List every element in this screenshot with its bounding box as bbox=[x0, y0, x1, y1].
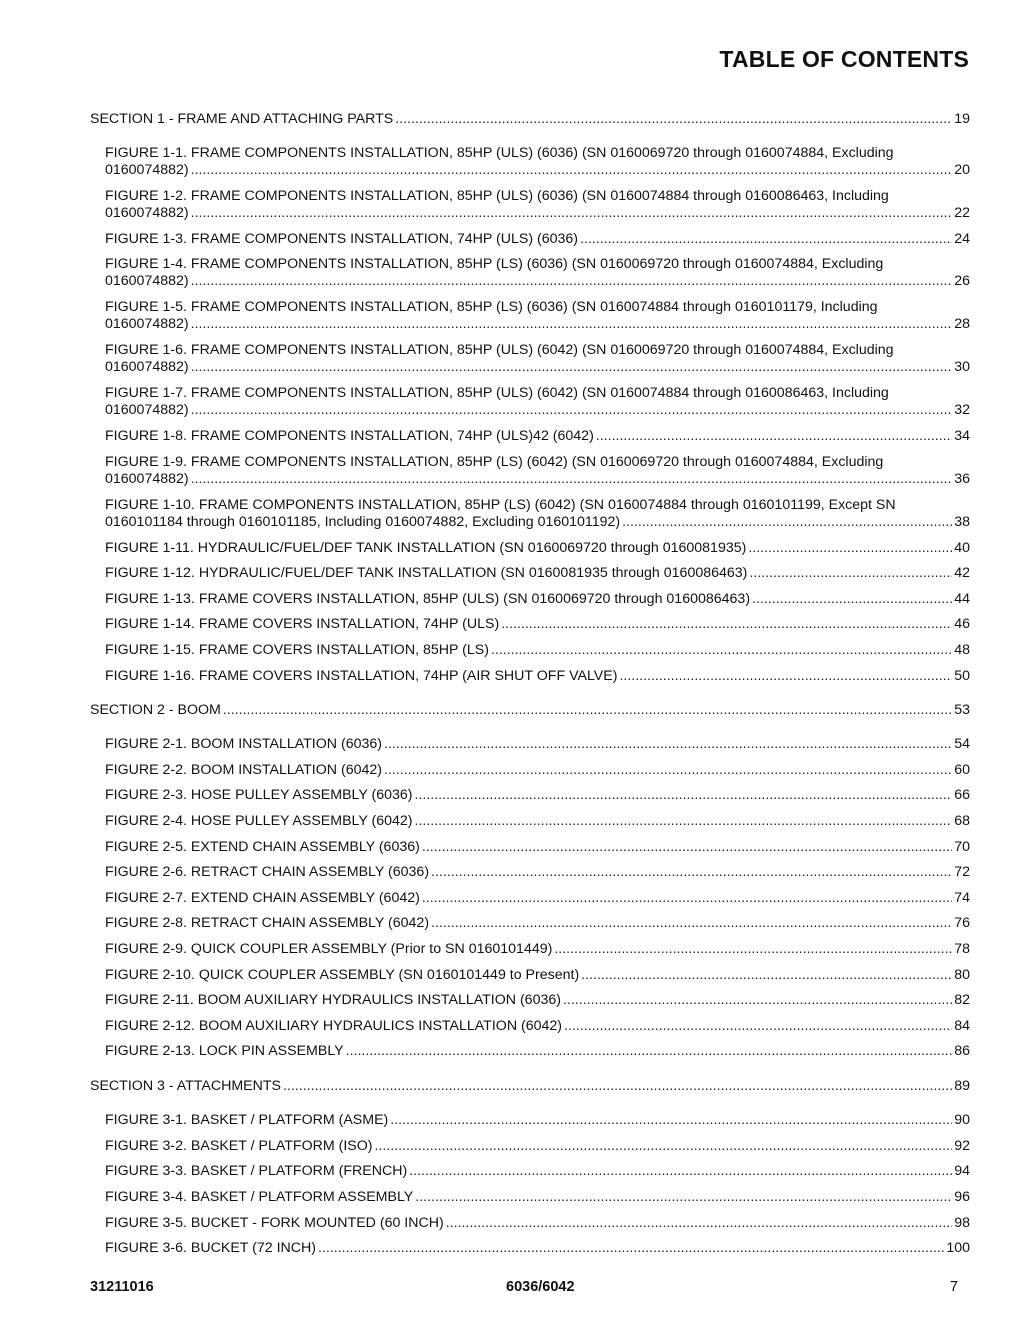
toc-entry-row bbox=[105, 231, 970, 248]
toc-entry-title: FIGURE 2-7. EXTEND CHAIN ASSEMBLY (6042) bbox=[105, 890, 420, 906]
toc-figure-entry[interactable] bbox=[105, 967, 970, 984]
toc-figure-entry[interactable] bbox=[105, 1138, 970, 1155]
toc-entry-page-number: 74 bbox=[954, 890, 970, 906]
toc-figure-entry[interactable] bbox=[105, 1189, 970, 1206]
toc-entry-page-number: 46 bbox=[954, 616, 970, 632]
toc-entry-row bbox=[105, 967, 970, 984]
toc-entry-page-number: 68 bbox=[954, 813, 970, 829]
dot-leader bbox=[446, 1215, 953, 1232]
dot-leader bbox=[563, 992, 952, 1009]
toc-entry-row bbox=[105, 915, 970, 932]
toc-entry-page-number: 36 bbox=[954, 471, 970, 487]
toc-entry-title-line: FIGURE 1-7. FRAME COMPONENTS INSTALLATION, 85HP (ULS) (6042) (SN 0160074884 through 0160086463, Including bbox=[105, 385, 889, 401]
toc-entry-title: FIGURE 2-1. BOOM INSTALLATION (6036) bbox=[105, 736, 382, 752]
footer-model: 6036/6042 bbox=[506, 1279, 575, 1295]
toc-figure-entry[interactable] bbox=[105, 454, 970, 488]
toc-entry-title: 0160074882) bbox=[105, 273, 189, 289]
dot-leader bbox=[749, 565, 952, 582]
toc-entry-page-number: 24 bbox=[954, 231, 970, 247]
toc-entry-page-number: 54 bbox=[954, 736, 970, 752]
toc-figure-entry[interactable] bbox=[105, 145, 970, 179]
toc-entry-title: 0160074882) bbox=[105, 205, 189, 221]
toc-figure-entry[interactable] bbox=[105, 915, 970, 932]
toc-entry-page-number: 34 bbox=[954, 428, 970, 444]
dot-leader bbox=[431, 864, 952, 881]
toc-entry-title: 0160074882) bbox=[105, 162, 189, 178]
toc-entry-row bbox=[105, 273, 970, 290]
dot-leader bbox=[384, 762, 952, 779]
toc-entry-title-line: FIGURE 1-6. FRAME COMPONENTS INSTALLATION, 85HP (ULS) (6042) (SN 0160069720 through 0160074884, Excluding bbox=[105, 342, 894, 358]
dot-leader bbox=[596, 428, 952, 445]
toc-entry-title-line: FIGURE 1-1. FRAME COMPONENTS INSTALLATION, 85HP (ULS) (6036) (SN 0160069720 through 0160074884, Excluding bbox=[105, 145, 894, 161]
toc-figure-entry[interactable] bbox=[105, 256, 970, 290]
dot-leader bbox=[564, 1018, 952, 1035]
toc-figure-entry[interactable] bbox=[105, 1215, 970, 1232]
dot-leader bbox=[191, 402, 953, 419]
toc-entry-page-number: 84 bbox=[954, 1018, 970, 1034]
toc-figure-entry[interactable] bbox=[105, 642, 970, 659]
toc-entry-page-number: 82 bbox=[954, 992, 970, 1008]
toc-entry-row bbox=[105, 736, 970, 753]
toc-entry-page-number: 30 bbox=[954, 359, 970, 375]
toc-entry-row bbox=[90, 111, 970, 128]
toc-entry-title: FIGURE 1-8. FRAME COMPONENTS INSTALLATION, 74HP (ULS)42 (6042) bbox=[105, 428, 594, 444]
toc-entry-title-line: FIGURE 1-4. FRAME COMPONENTS INSTALLATION, 85HP (LS) (6036) (SN 0160069720 through 0160074884, Excluding bbox=[105, 256, 884, 272]
toc-entry-page-number: 72 bbox=[954, 864, 970, 880]
toc-figure-entry[interactable] bbox=[105, 385, 970, 419]
toc-entry-page-number: 89 bbox=[954, 1078, 970, 1094]
toc-entry-page-number: 50 bbox=[954, 668, 970, 684]
toc-entry-title: FIGURE 2-4. HOSE PULLEY ASSEMBLY (6042) bbox=[105, 813, 413, 829]
toc-entry-title-line: FIGURE 1-9. FRAME COMPONENTS INSTALLATION, 85HP (LS) (6042) (SN 0160069720 through 0160074884, Excluding bbox=[105, 454, 884, 470]
dot-leader bbox=[409, 1163, 952, 1180]
toc-figure-entry[interactable] bbox=[105, 188, 970, 222]
toc-figure-entry[interactable] bbox=[105, 1112, 970, 1129]
footer-doc-number: 31211016 bbox=[90, 1279, 154, 1295]
toc-entry-title-line: FIGURE 1-5. FRAME COMPONENTS INSTALLATION, 85HP (LS) (6036) (SN 0160074884 through 0160101179, Including bbox=[105, 299, 878, 315]
toc-entry-page-number: 40 bbox=[954, 540, 970, 556]
toc-entry-row bbox=[105, 428, 970, 445]
toc-figure-entry[interactable] bbox=[105, 342, 970, 376]
toc-entry-page-number: 60 bbox=[954, 762, 970, 778]
dot-leader bbox=[191, 471, 953, 488]
dot-leader bbox=[415, 813, 953, 830]
toc-entry-page-number: 86 bbox=[954, 1043, 970, 1059]
toc-entry-row bbox=[105, 941, 970, 958]
toc-entry-title: 0160101184 through 0160101185, Including 0160074882, Excluding 0160101192) bbox=[105, 514, 621, 530]
toc-entry-row bbox=[105, 839, 970, 856]
toc-entry-title: FIGURE 2-9. QUICK COUPLER ASSEMBLY (Prior to SN 0160101449) bbox=[105, 941, 553, 957]
toc-figure-entry[interactable] bbox=[105, 540, 970, 557]
toc-entry-row bbox=[105, 762, 970, 779]
toc-entry-title: FIGURE 1-12. HYDRAULIC/FUEL/DEF TANK INSTALLATION (SN 0160081935 through 0160086463) bbox=[105, 565, 748, 581]
toc-entry-row bbox=[90, 1078, 970, 1095]
toc-entry-row bbox=[105, 813, 970, 830]
toc-entry-page-number: 96 bbox=[954, 1189, 970, 1205]
toc-entry-row bbox=[105, 591, 970, 608]
toc-section-entry[interactable] bbox=[90, 702, 970, 719]
toc-entry-title: FIGURE 1-3. FRAME COMPONENTS INSTALLATION, 74HP (ULS) (6036) bbox=[105, 231, 579, 247]
toc-figure-entry[interactable] bbox=[105, 813, 970, 830]
toc-entry-page-number: 38 bbox=[954, 514, 970, 530]
dot-leader bbox=[375, 1138, 953, 1155]
toc-entry-title: FIGURE 2-8. RETRACT CHAIN ASSEMBLY (6042) bbox=[105, 915, 430, 931]
dot-leader bbox=[622, 514, 952, 531]
toc-entry-title: SECTION 1 - FRAME AND ATTACHING PARTS bbox=[90, 111, 394, 127]
toc-section-entry[interactable] bbox=[90, 1078, 970, 1095]
toc-entry-page-number: 70 bbox=[954, 839, 970, 855]
toc-figure-entry[interactable] bbox=[105, 616, 970, 633]
toc-entry-row bbox=[105, 1043, 970, 1060]
toc-figure-entry[interactable] bbox=[105, 1043, 970, 1060]
toc-entry-page-number: 53 bbox=[954, 702, 970, 718]
toc-figure-entry[interactable] bbox=[105, 864, 970, 881]
toc-entry-page-number: 92 bbox=[954, 1138, 970, 1154]
toc-entry-row bbox=[105, 1240, 970, 1257]
toc-entry-row bbox=[105, 1215, 970, 1232]
toc-entry-title-line: FIGURE 1-2. FRAME COMPONENTS INSTALLATION, 85HP (ULS) (6036) (SN 0160074884 through 0160086463, Including bbox=[105, 188, 889, 204]
toc-entry-title: 0160074882) bbox=[105, 316, 189, 332]
toc-entry-page-number: 28 bbox=[954, 316, 970, 332]
toc-entry-row bbox=[105, 1018, 970, 1035]
toc-entry-title: FIGURE 2-3. HOSE PULLEY ASSEMBLY (6036) bbox=[105, 787, 413, 803]
toc-entry-title: FIGURE 1-11. HYDRAULIC/FUEL/DEF TANK INSTALLATION (SN 0160069720 through 0160081935) bbox=[105, 540, 747, 556]
toc-entry-title: FIGURE 3-1. BASKET / PLATFORM (ASME) bbox=[105, 1112, 389, 1128]
footer-page-number: 7 bbox=[949, 1279, 958, 1295]
toc-figure-entry[interactable] bbox=[105, 839, 970, 856]
dot-leader bbox=[748, 540, 952, 557]
toc-figure-entry[interactable] bbox=[105, 299, 970, 333]
toc-entry-title: FIGURE 1-13. FRAME COVERS INSTALLATION, 85HP (ULS) (SN 0160069720 through 0160086463) bbox=[105, 591, 751, 607]
toc-entry-page-number: 48 bbox=[954, 642, 970, 658]
toc-entry-title: SECTION 3 - ATTACHMENTS bbox=[90, 1078, 282, 1094]
toc-entry-title: FIGURE 3-6. BUCKET (72 INCH) bbox=[105, 1240, 317, 1256]
toc-figure-entry[interactable] bbox=[105, 762, 970, 779]
toc-entry-row bbox=[105, 642, 970, 659]
toc-entry-row bbox=[105, 205, 970, 222]
dot-leader bbox=[191, 359, 953, 376]
dot-leader bbox=[283, 1078, 952, 1095]
dot-leader bbox=[223, 702, 952, 719]
dot-leader bbox=[422, 890, 952, 907]
toc-entry-page-number: 26 bbox=[954, 273, 970, 289]
toc-entry-title: FIGURE 3-4. BASKET / PLATFORM ASSEMBLY bbox=[105, 1189, 414, 1205]
page-title: TABLE OF CONTENTS bbox=[719, 46, 969, 72]
dot-leader bbox=[191, 316, 953, 333]
dot-leader bbox=[346, 1043, 953, 1060]
toc-entry-row bbox=[105, 540, 970, 557]
toc-entry-title: FIGURE 2-2. BOOM INSTALLATION (6042) bbox=[105, 762, 382, 778]
toc-entry-page-number: 80 bbox=[954, 967, 970, 983]
toc-entry-title: 0160074882) bbox=[105, 471, 189, 487]
toc-entry-page-number: 20 bbox=[954, 162, 970, 178]
toc-entry-page-number: 90 bbox=[954, 1112, 970, 1128]
toc-figure-entry[interactable] bbox=[105, 231, 970, 248]
toc-entry-title: FIGURE 3-3. BASKET / PLATFORM (FRENCH) bbox=[105, 1163, 408, 1179]
toc-figure-entry[interactable] bbox=[105, 565, 970, 582]
toc-entry-row bbox=[105, 359, 970, 376]
toc-entry-page-number: 66 bbox=[954, 787, 970, 803]
dot-leader bbox=[390, 1112, 952, 1129]
dot-leader bbox=[580, 231, 952, 248]
toc-entry-title: FIGURE 3-2. BASKET / PLATFORM (ISO) bbox=[105, 1138, 373, 1154]
toc-figure-entry[interactable] bbox=[105, 591, 970, 608]
toc-entry-title: FIGURE 2-12. BOOM AUXILIARY HYDRAULICS INSTALLATION (6042) bbox=[105, 1018, 563, 1034]
toc-entry-row bbox=[105, 616, 970, 633]
toc-entry-title: FIGURE 1-15. FRAME COVERS INSTALLATION, 85HP (LS) bbox=[105, 642, 489, 658]
toc-entry-title: FIGURE 1-16. FRAME COVERS INSTALLATION, 74HP (AIR SHUT OFF VALVE) bbox=[105, 668, 618, 684]
toc-entry-row bbox=[90, 702, 970, 719]
dot-leader bbox=[581, 967, 952, 984]
toc-figure-entry[interactable] bbox=[105, 941, 970, 958]
dot-leader bbox=[191, 205, 953, 222]
toc-figure-entry[interactable] bbox=[105, 497, 970, 531]
toc-entry-page-number: 19 bbox=[954, 111, 970, 127]
toc-entry-title: 0160074882) bbox=[105, 359, 189, 375]
toc-entry-page-number: 22 bbox=[954, 205, 970, 221]
toc-figure-entry[interactable] bbox=[105, 736, 970, 753]
toc-entry-row bbox=[105, 316, 970, 333]
dot-leader bbox=[318, 1240, 944, 1257]
dot-leader bbox=[422, 839, 952, 856]
toc-entry-page-number: 76 bbox=[954, 915, 970, 931]
toc-entry-row bbox=[105, 162, 970, 179]
dot-leader bbox=[384, 736, 952, 753]
toc-entry-title: FIGURE 2-5. EXTEND CHAIN ASSEMBLY (6036) bbox=[105, 839, 420, 855]
dot-leader bbox=[554, 941, 952, 958]
dot-leader bbox=[752, 591, 952, 608]
dot-leader bbox=[431, 915, 952, 932]
toc-entry-title: SECTION 2 - BOOM bbox=[90, 702, 221, 718]
toc-figure-entry[interactable] bbox=[105, 1163, 970, 1180]
dot-leader bbox=[619, 668, 952, 685]
toc-entry-title: FIGURE 2-6. RETRACT CHAIN ASSEMBLY (6036) bbox=[105, 864, 430, 880]
toc-entry-row bbox=[105, 787, 970, 804]
dot-leader bbox=[415, 1189, 952, 1206]
toc-entry-title: FIGURE 2-13. LOCK PIN ASSEMBLY bbox=[105, 1043, 344, 1059]
toc-figure-entry[interactable] bbox=[105, 1240, 970, 1257]
toc-entry-title-line: FIGURE 1-10. FRAME COMPONENTS INSTALLATION, 85HP (LS) (6042) (SN 0160074884 through 0160101199, Except SN bbox=[105, 497, 896, 513]
dot-leader bbox=[491, 642, 952, 659]
toc-entry-page-number: 98 bbox=[954, 1215, 970, 1231]
toc-entry-row bbox=[105, 1163, 970, 1180]
toc-entry-title: FIGURE 2-11. BOOM AUXILIARY HYDRAULICS INSTALLATION (6036) bbox=[105, 992, 561, 1008]
toc-entry-title: 0160074882) bbox=[105, 402, 189, 418]
toc-entry-row bbox=[105, 992, 970, 1009]
toc-figure-entry[interactable] bbox=[105, 668, 970, 685]
toc-entry-row bbox=[105, 1189, 970, 1206]
toc-entry-title: FIGURE 1-14. FRAME COVERS INSTALLATION, 74HP (ULS) bbox=[105, 616, 500, 632]
toc-figure-entry[interactable] bbox=[105, 428, 970, 445]
toc-entry-row bbox=[105, 402, 970, 419]
dot-leader bbox=[191, 162, 953, 179]
toc-entry-page-number: 42 bbox=[954, 565, 970, 581]
toc-entry-row bbox=[105, 1138, 970, 1155]
toc-entry-row bbox=[105, 668, 970, 685]
toc-figure-entry[interactable] bbox=[105, 787, 970, 804]
dot-leader bbox=[501, 616, 952, 633]
toc-entry-row bbox=[105, 864, 970, 881]
toc-entry-page-number: 100 bbox=[946, 1240, 970, 1256]
toc-entry-row bbox=[105, 514, 970, 531]
toc-entry-title: FIGURE 3-5. BUCKET - FORK MOUNTED (60 INCH) bbox=[105, 1215, 444, 1231]
toc-figure-entry[interactable] bbox=[105, 890, 970, 907]
toc-entry-page-number: 94 bbox=[954, 1163, 970, 1179]
toc-entry-title: FIGURE 2-10. QUICK COUPLER ASSEMBLY (SN 0160101449 to Present) bbox=[105, 967, 580, 983]
toc-entry-row bbox=[105, 1112, 970, 1129]
toc-entry-row bbox=[105, 565, 970, 582]
dot-leader bbox=[415, 787, 953, 804]
toc-entry-page-number: 32 bbox=[954, 402, 970, 418]
toc-entry-page-number: 78 bbox=[954, 941, 970, 957]
toc-entry-page-number: 44 bbox=[954, 591, 970, 607]
toc-entry-row bbox=[105, 890, 970, 907]
dot-leader bbox=[395, 111, 952, 128]
dot-leader bbox=[191, 273, 953, 290]
toc-figure-entry[interactable] bbox=[105, 1018, 970, 1035]
toc-section-entry[interactable] bbox=[90, 111, 970, 128]
toc-entry-row bbox=[105, 471, 970, 488]
toc-figure-entry[interactable] bbox=[105, 992, 970, 1009]
